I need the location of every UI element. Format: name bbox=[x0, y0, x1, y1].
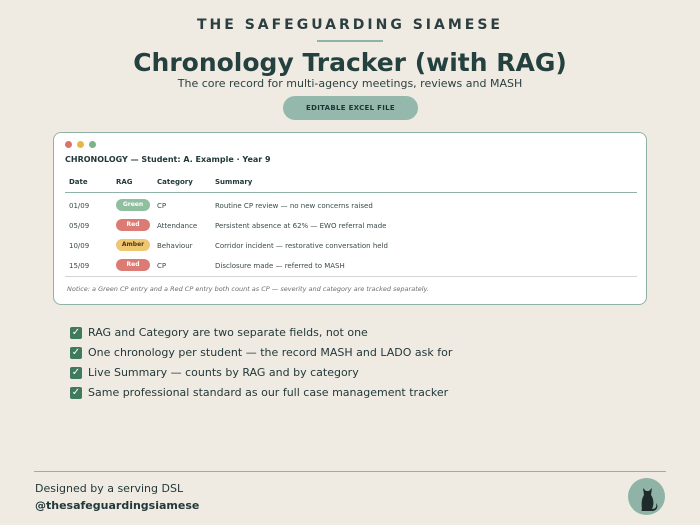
feature-text: RAG and Category are two separate fields, not one bbox=[88, 326, 368, 339]
heading-student: Student: A. Example bbox=[141, 155, 234, 164]
rag-badge: Amber bbox=[116, 239, 150, 251]
row-category: Behaviour bbox=[157, 242, 193, 250]
footer-handle[interactable]: @thesafeguardingsiamese bbox=[35, 499, 200, 512]
notice-divider bbox=[65, 276, 637, 277]
rag-badge: Red bbox=[116, 219, 150, 231]
footer-divider bbox=[34, 471, 666, 472]
feature-text: Live Summary — counts by RAG and by category bbox=[88, 366, 359, 379]
editable-excel-pill[interactable]: EDITABLE EXCEL FILE bbox=[283, 96, 418, 120]
notice-text: Notice: a Green CP entry and a Red CP entry both count as CP — severity and category are tracked separately. bbox=[67, 285, 429, 293]
table-row bbox=[65, 196, 637, 216]
cat-silhouette-icon bbox=[628, 478, 665, 515]
row-date: 10/09 bbox=[69, 242, 90, 250]
heading-dot: · bbox=[236, 155, 240, 164]
heading-title: CHRONOLOGY bbox=[65, 155, 128, 164]
siamese-cat-logo bbox=[628, 478, 665, 515]
feature-text: One chronology per student — the record MASH and LADO ask for bbox=[88, 346, 453, 359]
brand-divider bbox=[317, 40, 383, 42]
row-summary: Persistent absence at 62% — EWO referral made bbox=[215, 222, 387, 230]
row-category: CP bbox=[157, 202, 167, 210]
page-subtitle: The core record for multi-agency meetings, reviews and MASH bbox=[177, 77, 523, 90]
row-summary: Routine CP review — no new concerns raised bbox=[215, 202, 373, 210]
column-header-summary: Summary bbox=[215, 178, 253, 186]
row-date: 01/09 bbox=[69, 202, 90, 210]
row-category: Attendance bbox=[157, 222, 198, 230]
table-row bbox=[65, 216, 637, 236]
brand-name: THE SAFEGUARDING SIAMESE bbox=[197, 17, 503, 33]
rag-badge: Green bbox=[116, 199, 150, 211]
table-row bbox=[65, 236, 637, 256]
spreadsheet-preview-window bbox=[53, 132, 647, 305]
window-minimize-dot bbox=[77, 141, 84, 148]
row-summary: Corridor incident — restorative conversation held bbox=[215, 242, 388, 250]
chronology-heading bbox=[65, 155, 271, 164]
footer-credit: Designed by a serving DSL bbox=[35, 482, 184, 495]
row-category: CP bbox=[157, 262, 167, 270]
heading-dash: — bbox=[130, 155, 139, 164]
feature-text: Same professional standard as our full case management tracker bbox=[88, 386, 449, 399]
check-icon: ✓ bbox=[71, 367, 81, 378]
row-date: 05/09 bbox=[69, 222, 90, 230]
table-row bbox=[65, 256, 637, 276]
window-maximize-dot bbox=[89, 141, 96, 148]
table-header bbox=[65, 178, 637, 193]
column-header-category: Category bbox=[157, 178, 193, 186]
rag-badge: Red bbox=[116, 259, 150, 271]
check-icon: ✓ bbox=[71, 347, 81, 358]
check-icon: ✓ bbox=[71, 327, 81, 338]
check-icon: ✓ bbox=[71, 387, 81, 398]
window-close-dot bbox=[65, 141, 72, 148]
heading-year: Year 9 bbox=[242, 155, 271, 164]
row-date: 15/09 bbox=[69, 262, 90, 270]
row-summary: Disclosure made — referred to MASH bbox=[215, 262, 345, 270]
page-title: Chronology Tracker (with RAG) bbox=[133, 48, 567, 77]
column-header-date: Date bbox=[69, 178, 88, 186]
column-header-rag: RAG bbox=[116, 178, 133, 186]
